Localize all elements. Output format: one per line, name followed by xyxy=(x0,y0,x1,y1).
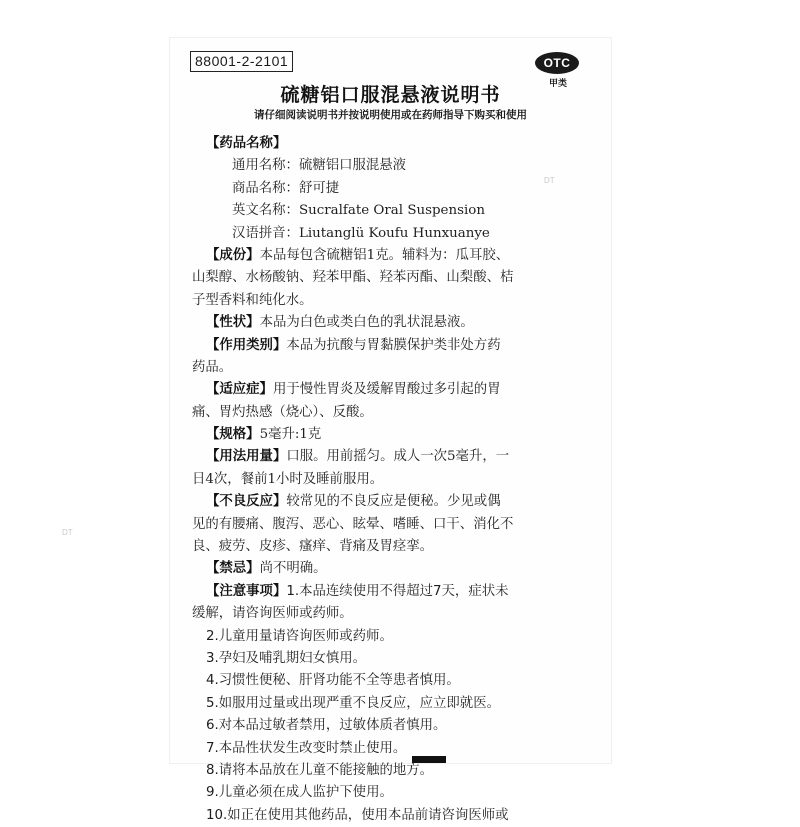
specification-text: 5毫升:1克 xyxy=(259,427,322,443)
indications-text: 用于慢性胃炎及缓解胃酸过多引起的胃 xyxy=(272,382,501,398)
instruction-body xyxy=(192,133,587,827)
watermark: DT xyxy=(544,176,555,185)
pinyin-name: 汉语拼音：Liutanglü Koufu Hunxuanye xyxy=(232,225,490,241)
section-header-category: 【作用类别】 xyxy=(206,337,287,353)
precaution-item: 3.孕妇及哺乳期妇女慎用。 xyxy=(206,650,367,666)
properties-line xyxy=(206,312,587,334)
generic-name: 通用名称：硫糖铝口服混悬液 xyxy=(232,158,407,174)
category-line xyxy=(206,335,587,357)
adverse-text: 良、疲劳、皮疹、瘙痒、背痛及胃痉挛。 xyxy=(192,539,434,555)
precaution-item: 7.本品性状发生改变时禁止使用。 xyxy=(206,740,407,756)
section-header-specification: 【规格】 xyxy=(206,427,260,443)
english-name: 英文名称：Sucralfate Oral Suspension xyxy=(232,203,485,219)
instruction-sheet xyxy=(170,38,611,823)
specification-line xyxy=(206,424,587,446)
contraindications-text: 尚不明确。 xyxy=(259,561,327,577)
section-header-adverse-reactions: 【不良反应】 xyxy=(206,494,287,510)
dosage-text: 日4次，餐前1小时及睡前服用。 xyxy=(192,471,384,487)
section-header-ingredients: 【成份】 xyxy=(206,247,260,263)
dosage-line xyxy=(206,446,587,468)
otc-class-label: 甲类 xyxy=(548,79,567,89)
adverse-line xyxy=(206,491,587,513)
adverse-text: 见的有腰痛、腹泻、恶心、眩晕、嗜睡、口干、消化不 xyxy=(192,516,514,532)
ingredients-text: 本品每包含硫糖铝1克。辅料为：瓜耳胶、 xyxy=(259,247,510,263)
section-header-precautions: 【注意事项】 xyxy=(206,583,287,599)
adverse-text: 较常见的不良反应是便秘。少见或偶 xyxy=(286,494,501,510)
usage-warning: 请仔细阅读说明书并按说明使用或在药师指导下购买和使用 xyxy=(254,109,527,121)
ingredients-text: 山梨醇、水杨酸钠、羟苯甲酯、羟苯丙酯、山梨酸、桔 xyxy=(192,270,514,286)
section-header-drug-name: 【药品名称】 xyxy=(206,136,287,151)
ingredients-text: 子型香料和纯化水。 xyxy=(192,292,313,308)
precaution-item: 4.习惯性便秘、肝肾功能不全等患者慎用。 xyxy=(206,673,460,689)
contraindications-line xyxy=(206,558,587,580)
bottom-print-mark xyxy=(412,756,446,763)
precaution-item: 6.对本品过敏者禁用，过敏体质者慎用。 xyxy=(206,718,447,734)
section-header-indications: 【适应症】 xyxy=(206,382,273,398)
indications-line xyxy=(206,379,587,401)
otc-badge: OTC xyxy=(535,52,579,74)
category-text: 本品为抗酸与胃黏膜保护类非处方药 xyxy=(286,337,501,353)
trade-name: 商品名称：舒可捷 xyxy=(232,180,340,196)
document-code: 88001-2-2101 xyxy=(190,51,293,72)
precaution-item: 10.如正在使用其他药品，使用本品前请咨询医师或 xyxy=(206,807,509,823)
section-header-contraindications: 【禁忌】 xyxy=(206,561,260,577)
page-title: 硫糖铝口服混悬液说明书 xyxy=(280,84,501,106)
precautions-line xyxy=(206,581,587,603)
precaution-item: 2.儿童用量请咨询医师或药师。 xyxy=(206,628,393,644)
section-header-properties: 【性状】 xyxy=(206,315,260,331)
precautions-text: 1.本品连续使用不得超过7天，症状未 xyxy=(286,583,509,599)
precaution-item: 5.如服用过量或出现严重不良反应，应立即就医。 xyxy=(206,695,500,711)
ingredients-line xyxy=(206,245,587,267)
dosage-text: 口服。用前摇匀。成人一次5毫升，一 xyxy=(286,449,510,465)
section-header-dosage: 【用法用量】 xyxy=(206,449,287,465)
precaution-item: 9.儿童必须在成人监护下使用。 xyxy=(206,785,393,801)
precaution-item: 8.请将本品放在儿童不能接触的地方。 xyxy=(206,762,434,778)
watermark: DT xyxy=(62,528,73,537)
properties-text: 本品为白色或类白色的乳状混悬液。 xyxy=(259,315,474,331)
category-text: 药品。 xyxy=(192,359,233,375)
precautions-text: 缓解，请咨询医师或药师。 xyxy=(192,606,353,622)
indications-text: 痛、胃灼热感（烧心）、反酸。 xyxy=(192,404,373,420)
